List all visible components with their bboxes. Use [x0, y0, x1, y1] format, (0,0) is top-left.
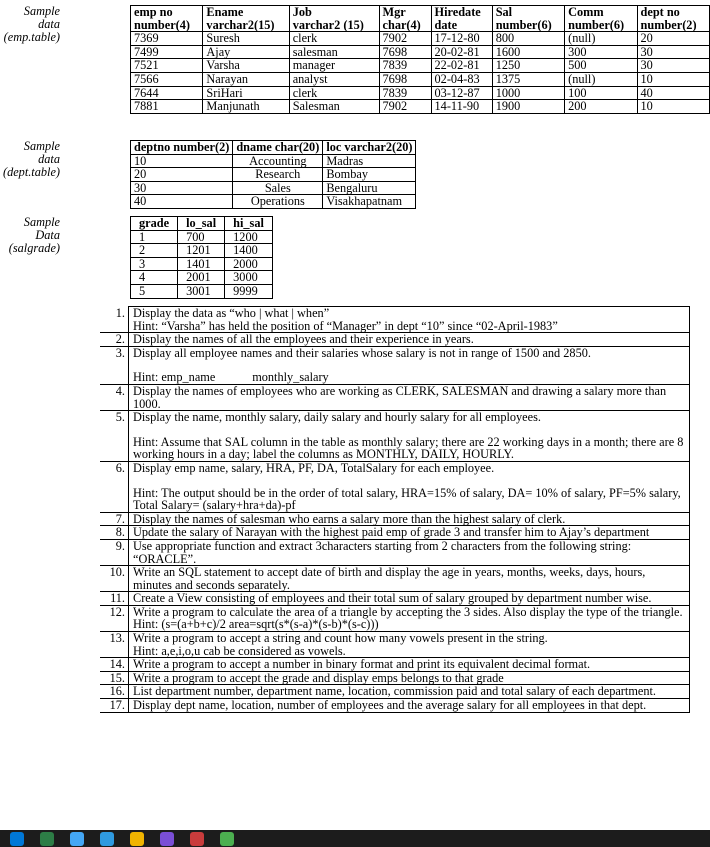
salgrade-cell: 2000: [225, 257, 273, 271]
salgrade-cell: 9999: [225, 284, 273, 298]
emp-cell: 20: [637, 32, 709, 46]
dept-cell: 10: [131, 154, 233, 168]
emp-header-cell: [431, 6, 492, 32]
question-text: Write a program to accept a string and count how many vowels present in the string.: [133, 631, 548, 646]
question-text: Display all employee names and their salaries whose salary is not in range of 1500 and 2850.: [133, 345, 591, 360]
emp-cell: 1250: [492, 59, 564, 73]
salgrade-row: [131, 244, 273, 258]
question-text: Display the name, monthly salary, daily salary and hourly salary for all employees.: [133, 410, 541, 425]
emp-cell: 7881: [131, 100, 203, 114]
emp-cell: 7644: [131, 86, 203, 100]
salgrade-row: [131, 230, 273, 244]
emp-header-name: emp no: [134, 5, 173, 19]
question-row: [100, 685, 690, 699]
question-row: [100, 539, 690, 565]
salgrade-cell: 2: [131, 244, 178, 258]
dept-cell: Madras: [323, 154, 416, 168]
question-number: 3.: [100, 346, 129, 384]
emp-header-name: Job: [292, 5, 312, 19]
question-text-cell: [129, 333, 690, 347]
question-text-cell: [129, 699, 690, 713]
emp-row: [131, 32, 710, 46]
emp-cell: 7902: [379, 100, 431, 114]
question-number: 15.: [100, 671, 129, 685]
question-number: 14.: [100, 658, 129, 672]
emp-header-name: Sal: [495, 5, 513, 19]
emp-cell: 500: [565, 59, 637, 73]
dept-header-cell: dname char(20): [233, 141, 323, 155]
question-text-cell: [129, 658, 690, 672]
emp-header-type: number(6): [568, 17, 625, 32]
emp-label: Sample data (emp.table): [3, 4, 60, 44]
salgrade-header-cell: hi_sal: [225, 217, 273, 231]
question-text-cell: [129, 632, 690, 658]
emp-header-type: varchar2 (15): [292, 17, 364, 32]
emp-cell: 10: [637, 100, 709, 114]
emp-header-name: Ename: [206, 5, 244, 19]
question-row: [100, 632, 690, 658]
salgrade-cell: 2001: [178, 271, 225, 285]
dept-row: [131, 168, 416, 182]
question-number: 16.: [100, 685, 129, 699]
emp-header-row: [131, 6, 710, 32]
question-text-cell: [129, 592, 690, 606]
emp-header-cell: [131, 6, 203, 32]
question-row: [100, 658, 690, 672]
emp-header-cell: [289, 6, 379, 32]
question-number: 6.: [100, 461, 129, 512]
question-row: [100, 699, 690, 713]
emp-cell: 10: [637, 72, 709, 86]
question-number: 9.: [100, 539, 129, 565]
question-row: [100, 605, 690, 631]
question-text: Write an SQL statement to accept date of birth and display the age in years, months, weeks, days, hours, minutes and seconds separately.: [133, 565, 646, 592]
question-hint: Hint: a,e,i,o,u cab be considered as vowels.: [133, 643, 346, 658]
question-number: 17.: [100, 699, 129, 713]
question-text-cell: [129, 671, 690, 685]
question-text-cell: [129, 461, 690, 512]
emp-header-type: date: [434, 17, 458, 32]
salgrade-row: [131, 284, 273, 298]
emp-cell: 7839: [379, 86, 431, 100]
dept-cell: 30: [131, 181, 233, 195]
question-text: Create a View consisting of employees and their total sum of salary grouped by department number wise.: [133, 591, 652, 606]
emp-cell: Varsha: [203, 59, 289, 73]
question-text: Update the salary of Narayan with the highest paid emp of grade 3 and transfer him to Ajay’s department: [133, 525, 650, 540]
start-icon[interactable]: [10, 832, 24, 846]
emp-header-type: number(4): [134, 17, 191, 32]
emp-row: [131, 86, 710, 100]
emp-cell: 200: [565, 100, 637, 114]
question-text-cell: [129, 526, 690, 540]
file-explorer-icon[interactable]: [130, 832, 144, 846]
emp-cell: 22-02-81: [431, 59, 492, 73]
emp-row: [131, 100, 710, 114]
question-hint: Hint: The output should be in the order of total salary, HRA=15% of salary, DA= 10% of salary, PF=5% salary, Total Salary= (salary+hra+da)-pf: [133, 485, 684, 513]
emp-row: [131, 59, 710, 73]
emp-cell: 1375: [492, 72, 564, 86]
question-number: 10.: [100, 566, 129, 592]
emp-cell: 7698: [379, 72, 431, 86]
question-text: Display the names of all the employees and their experience in years.: [133, 332, 474, 347]
dept-row: [131, 195, 416, 209]
question-text-cell: [129, 566, 690, 592]
question-row: [100, 411, 690, 462]
emp-cell: 02-04-83: [431, 72, 492, 86]
dept-row: [131, 154, 416, 168]
salgrade-label: Sample Data (salgrade): [8, 215, 60, 255]
question-text-cell: [129, 411, 690, 462]
question-text-cell: [129, 512, 690, 526]
question-number: 4.: [100, 384, 129, 410]
question-number: 1.: [100, 307, 129, 333]
dept-row: [131, 181, 416, 195]
emp-cell: 800: [492, 32, 564, 46]
dept-cell: Accounting: [233, 154, 323, 168]
question-text-cell: [129, 307, 690, 333]
salgrade-cell: 700: [178, 230, 225, 244]
salgrade-cell: 1400: [225, 244, 273, 258]
emp-header-cell: [637, 6, 709, 32]
dept-label: Sample data (dept.table): [2, 139, 60, 179]
chrome-icon[interactable]: [220, 832, 234, 846]
emp-header-name: dept no: [640, 5, 680, 19]
question-row: [100, 592, 690, 606]
dept-cell: Bengaluru: [323, 181, 416, 195]
emp-header-name: Comm: [568, 5, 604, 19]
question-row: [100, 566, 690, 592]
mail-icon[interactable]: [190, 832, 204, 846]
dept-cell: Visakhapatnam: [323, 195, 416, 209]
question-row: [100, 526, 690, 540]
salgrade-header-cell: grade: [131, 217, 178, 231]
salgrade-header-cell: lo_sal: [178, 217, 225, 231]
question-hint: Hint: “Varsha” has held the position of “Manager” in dept “10” since “02-April-1983”: [133, 318, 558, 333]
question-text: Display emp name, salary, HRA, PF, DA, TotalSalary for each employee.: [133, 460, 495, 475]
question-text-cell: [129, 685, 690, 699]
question-number: 7.: [100, 512, 129, 526]
emp-cell: 7369: [131, 32, 203, 46]
emp-header-name: Hiredate: [434, 5, 481, 19]
dept-cell: Operations: [233, 195, 323, 209]
question-text: List department number, department name, location, commission paid and total salary of each department.: [133, 684, 656, 699]
emp-cell: 7566: [131, 72, 203, 86]
emp-header-type: varchar2(15): [206, 17, 275, 32]
emp-cell: 14-11-90: [431, 100, 492, 114]
dept-cell: Sales: [233, 181, 323, 195]
emp-header-type: char(4): [382, 17, 421, 32]
salgrade-table: [130, 216, 273, 299]
emp-cell: SriHari: [203, 86, 289, 100]
emp-cell: 03-12-87: [431, 86, 492, 100]
emp-header-type: number(2): [640, 17, 697, 32]
task-view-icon[interactable]: [70, 832, 84, 846]
salgrade-cell: 5: [131, 284, 178, 298]
emp-cell: clerk: [289, 32, 379, 46]
question-number: 8.: [100, 526, 129, 540]
emp-header-cell: [203, 6, 289, 32]
emp-cell: clerk: [289, 86, 379, 100]
question-row: [100, 384, 690, 410]
salgrade-cell: 3000: [225, 271, 273, 285]
store-icon[interactable]: [160, 832, 174, 846]
emp-header-cell: [492, 6, 564, 32]
question-hint: Hint: Assume that SAL column in the table as monthly salary; there are 22 working days in a month; there are 8 working hours in a day; label the columns as MONTHLY, DAILY, HOURLY.: [133, 434, 687, 462]
emp-cell: Narayan: [203, 72, 289, 86]
question-text-cell: [129, 346, 690, 384]
salgrade-cell: 1201: [178, 244, 225, 258]
salgrade-cell: 1401: [178, 257, 225, 271]
emp-cell: Manjunath: [203, 100, 289, 114]
question-hint: Hint: emp_name monthly_salary: [133, 370, 329, 385]
question-text: Display the names of salesman who earns a salary more than the highest salary of clerk.: [133, 511, 566, 526]
emp-cell: 40: [637, 86, 709, 100]
emp-cell: (null): [565, 72, 637, 86]
emp-header-cell: [379, 6, 431, 32]
question-number: 11.: [100, 592, 129, 606]
dept-cell: 20: [131, 168, 233, 182]
question-row: [100, 512, 690, 526]
emp-cell: 20-02-81: [431, 45, 492, 59]
question-text: Display dept name, location, number of employees and the average salary for all employees in that dept.: [133, 698, 647, 713]
question-row: [100, 461, 690, 512]
emp-table: [130, 5, 710, 114]
question-hint: Hint: (s=(a+b+c)/2 area=sqrt(s*(s-a)*(s-b)*(s-c))): [133, 617, 379, 632]
question-number: 2.: [100, 333, 129, 347]
emp-cell: analyst: [289, 72, 379, 86]
question-number: 12.: [100, 605, 129, 631]
salgrade-row: [131, 257, 273, 271]
emp-cell: 1600: [492, 45, 564, 59]
question-text-cell: [129, 605, 690, 631]
emp-cell: 17-12-80: [431, 32, 492, 46]
emp-cell: manager: [289, 59, 379, 73]
question-text: Write a program to accept a number in binary format and print its equivalent decimal format.: [133, 657, 591, 672]
dept-header-cell: deptno number(2): [131, 141, 233, 155]
salgrade-cell: 3001: [178, 284, 225, 298]
question-text-cell: [129, 384, 690, 410]
questions-table: [100, 306, 690, 713]
salgrade-cell: 3: [131, 257, 178, 271]
question-row: [100, 671, 690, 685]
emp-row: [131, 45, 710, 59]
question-text: Display the data as “who | what | when”: [133, 306, 330, 320]
emp-header-type: number(6): [495, 17, 552, 32]
emp-cell: 7499: [131, 45, 203, 59]
question-row: [100, 346, 690, 384]
dept-cell: Bombay: [323, 168, 416, 182]
emp-cell: 100: [565, 86, 637, 100]
question-text: Write a program to calculate the area of a triangle by accepting the 3 sides. Also display the type of the triangle.: [133, 604, 683, 619]
emp-cell: 30: [637, 59, 709, 73]
question-number: 13.: [100, 632, 129, 658]
dept-cell: Research: [233, 168, 323, 182]
question-row: [100, 333, 690, 347]
emp-cell: salesman: [289, 45, 379, 59]
question-number: 5.: [100, 411, 129, 462]
dept-header-row: [131, 141, 416, 155]
dept-header-cell: loc varchar2(20): [323, 141, 416, 155]
question-row: [100, 307, 690, 333]
question-text-cell: [129, 539, 690, 565]
emp-row: [131, 72, 710, 86]
emp-cell: 1900: [492, 100, 564, 114]
emp-header-name: Mgr: [382, 5, 406, 19]
salgrade-cell: 1200: [225, 230, 273, 244]
emp-cell: (null): [565, 32, 637, 46]
dept-table: [130, 140, 416, 209]
dept-cell: 40: [131, 195, 233, 209]
emp-cell: 7698: [379, 45, 431, 59]
emp-cell: 1000: [492, 86, 564, 100]
edge-icon[interactable]: [100, 832, 114, 846]
emp-cell: 7902: [379, 32, 431, 46]
emp-cell: Ajay: [203, 45, 289, 59]
salgrade-header-row: [131, 217, 273, 231]
question-text: Display the names of employees who are working as CLERK, SALESMAN and drawing a salary more than 1000.: [133, 383, 667, 411]
salgrade-cell: 4: [131, 271, 178, 285]
taskbar: [0, 830, 710, 847]
emp-header-cell: [565, 6, 637, 32]
salgrade-row: [131, 271, 273, 285]
question-text: Write a program to accept the grade and display emps belongs to that grade: [133, 670, 504, 685]
emp-cell: 7521: [131, 59, 203, 73]
emp-cell: Salesman: [289, 100, 379, 114]
emp-cell: 300: [565, 45, 637, 59]
emp-cell: 7839: [379, 59, 431, 73]
salgrade-cell: 1: [131, 230, 178, 244]
search-icon[interactable]: [40, 832, 54, 846]
emp-cell: Suresh: [203, 32, 289, 46]
question-text: Use appropriate function and extract 3characters starting from 2 characters from the following string: “ORACLE”.: [133, 538, 632, 566]
emp-cell: 30: [637, 45, 709, 59]
